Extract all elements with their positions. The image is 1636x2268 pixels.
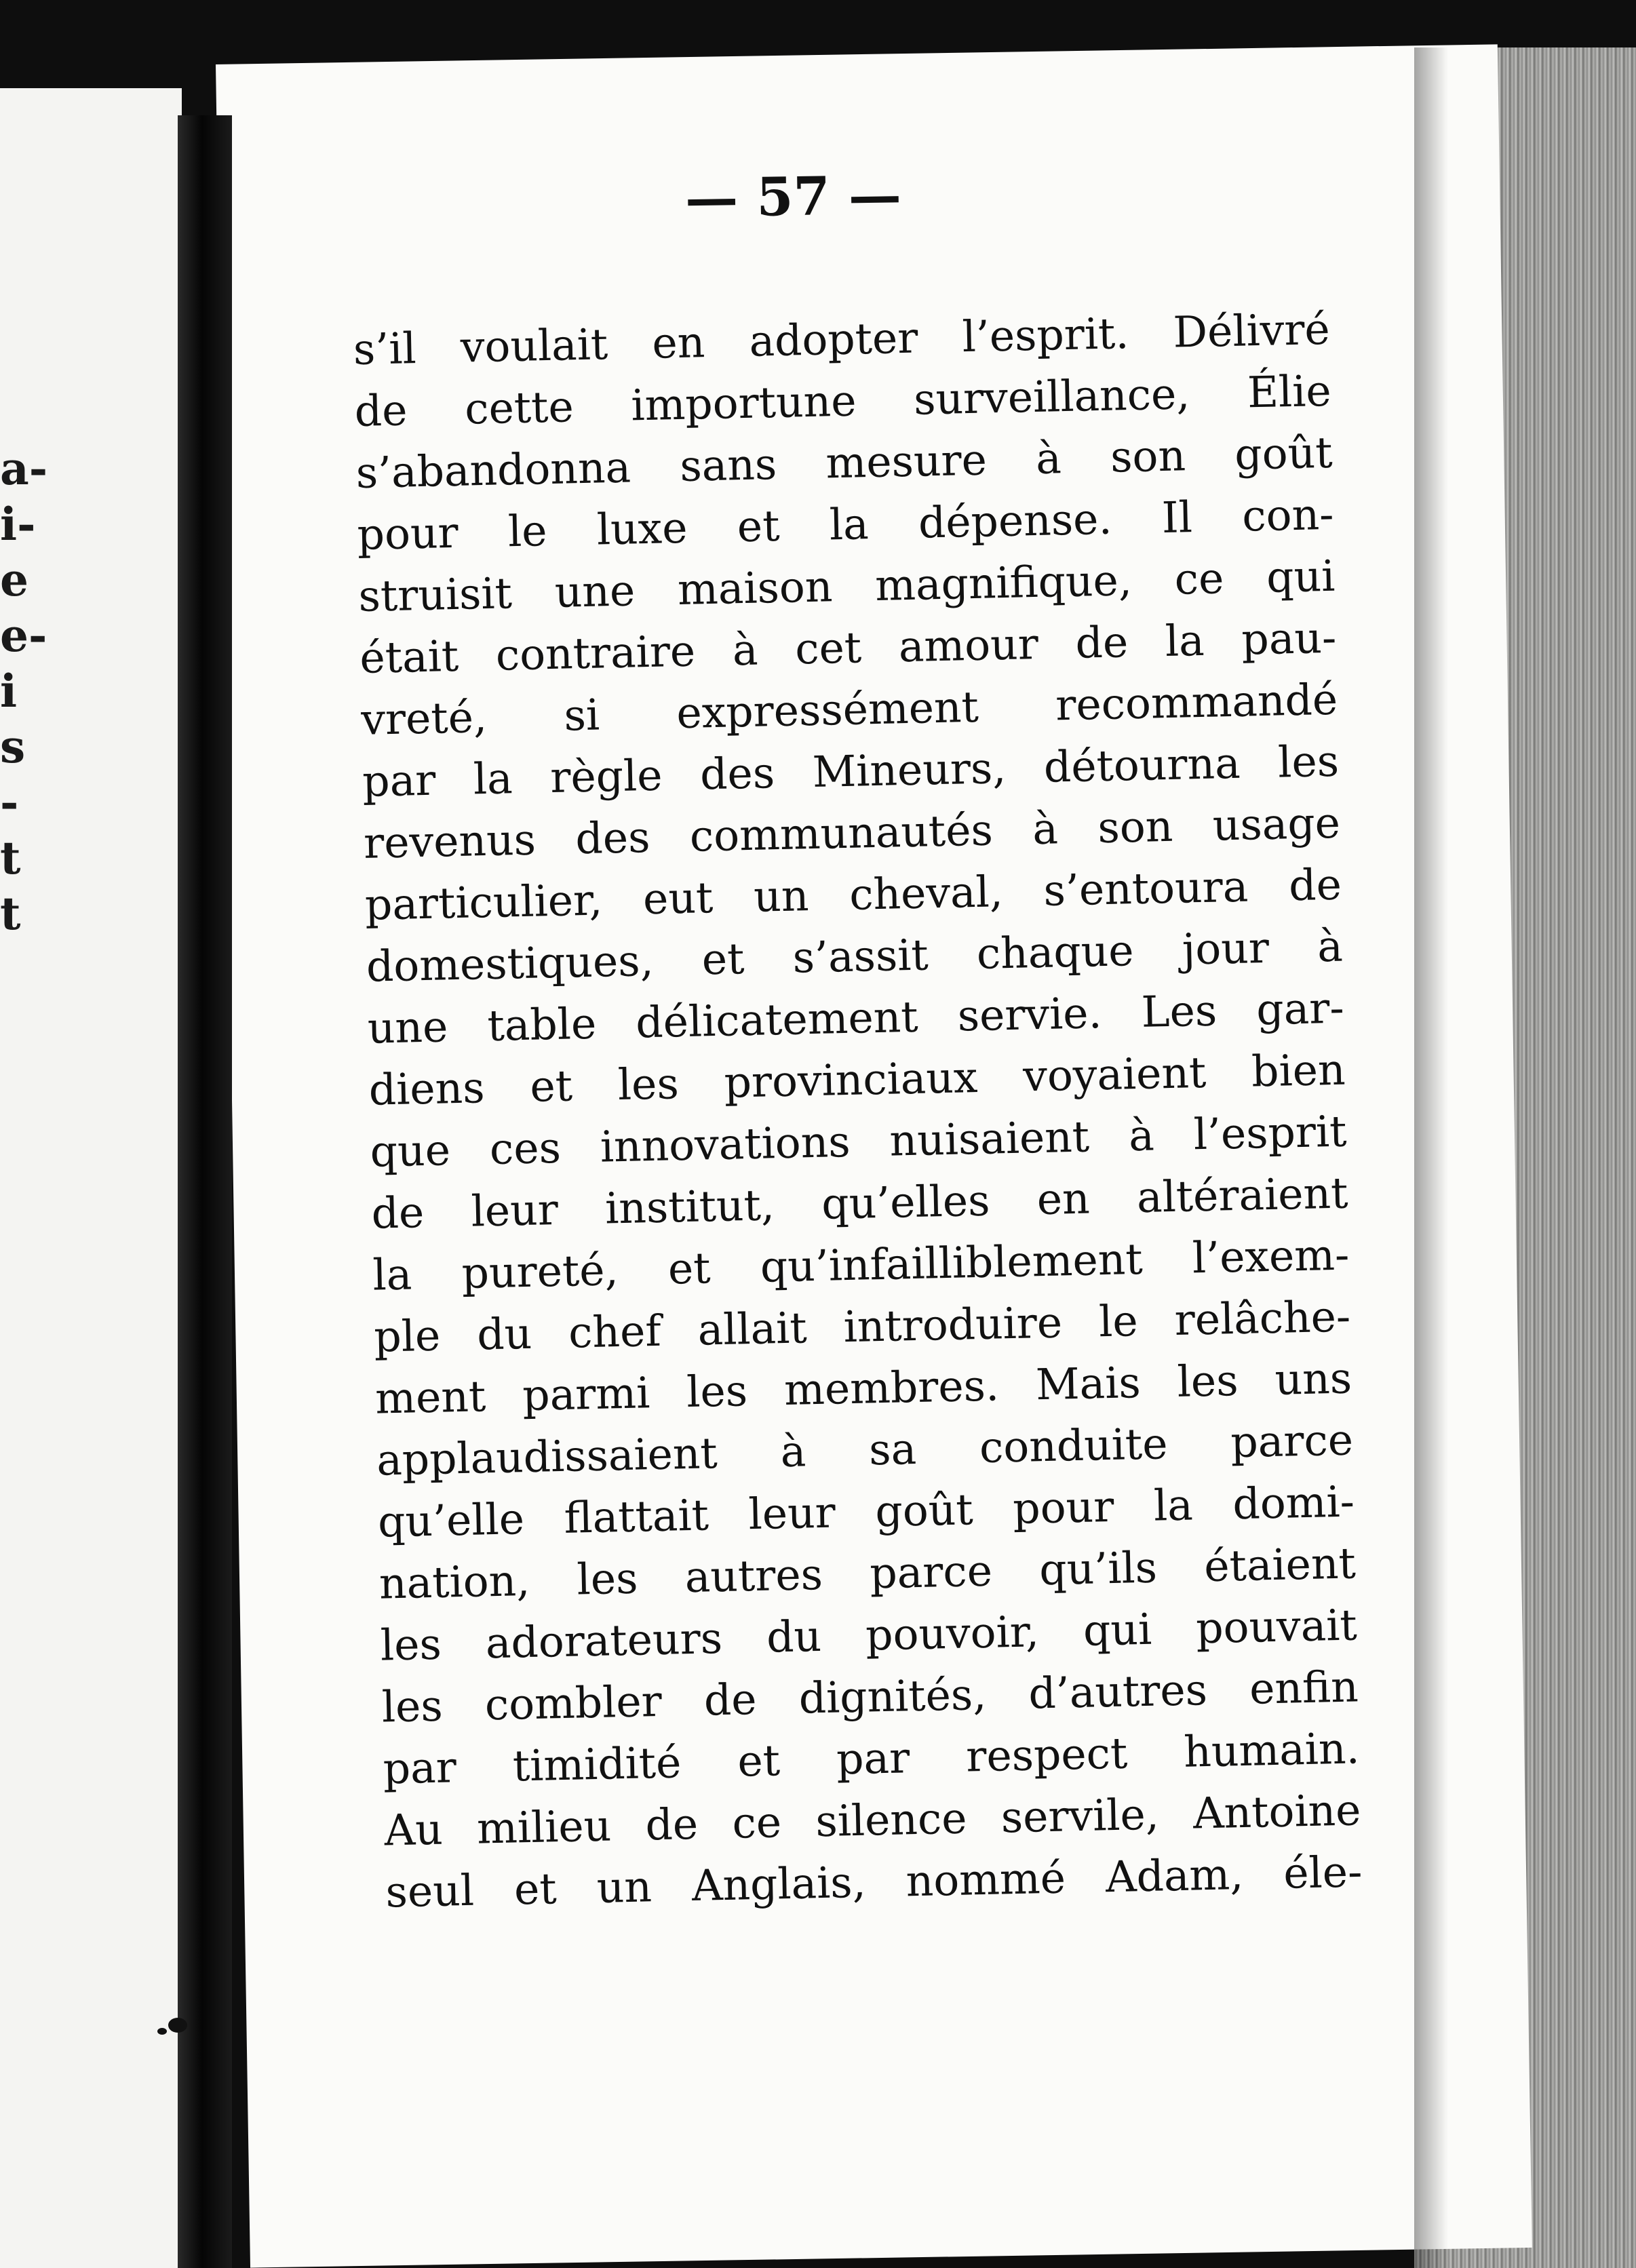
ink-speck — [168, 2018, 187, 2033]
text-line: les adorateurs du pouvoir, qui pouvait — [380, 1600, 1358, 1670]
page-number: — 57 — — [684, 164, 902, 230]
left-fragment: t — [0, 832, 21, 884]
text-line: vreté, si expressément recommandé — [360, 674, 1338, 745]
text-line: les combler de dignités, d’autres enfin — [381, 1662, 1359, 1732]
text-line: la pureté, et qu’infailliblement l’exem- — [372, 1230, 1350, 1300]
left-fragment: a- — [0, 442, 48, 495]
left-fragment: i — [0, 665, 18, 718]
left-fragment: e- — [0, 609, 47, 662]
text-line: par timidité et par respect humain. — [383, 1723, 1361, 1794]
text-line: de cette importune surveillance, Élie — [354, 366, 1332, 436]
text-line: s’il voulait en adopter l’esprit. Délivré — [353, 304, 1331, 374]
text-line: était contraire à cet amour de la pau- — [359, 612, 1337, 683]
left-fragment: e — [0, 553, 28, 606]
page-body-text — [353, 298, 1363, 1923]
text-line: de leur institut, qu’elles en altéraient — [370, 1168, 1349, 1238]
left-fragment: i- — [0, 498, 36, 551]
text-line: s’abandonna sans mesure à son goût — [355, 427, 1333, 498]
text-line: particulier, eut un cheval, s’entoura de — [364, 859, 1342, 930]
left-fragment: - — [0, 776, 19, 829]
text-line: une table délicatement servie. Les gar- — [367, 983, 1345, 1053]
text-line: qu’elle flattait leur goût pour la domi- — [377, 1477, 1355, 1547]
text-line: que ces innovations nuisaient à l’esprit — [369, 1106, 1348, 1177]
ink-speck — [157, 2028, 167, 2035]
text-line: domestiques, et s’assit chaque jour à — [366, 921, 1344, 992]
text-line: seul et un Anglais, nommé Adam, éle- — [385, 1847, 1363, 1917]
text-line: pour le luxe et la dépense. Il con- — [356, 489, 1335, 560]
text-line: diens et les provinciaux voyaient bien — [368, 1044, 1346, 1115]
book-gutter — [178, 115, 232, 2268]
text-line: revenus des communautés à son usage — [363, 798, 1341, 868]
left-facing-page — [0, 88, 182, 2268]
text-line: Au milieu de ce silence servile, Antoine — [383, 1785, 1362, 1856]
left-fragment: s — [0, 720, 26, 773]
text-line: struisit une maison magnifique, ce qui — [357, 551, 1336, 621]
left-fragment: t — [0, 887, 21, 940]
page-edge-shadow — [1414, 47, 1448, 2268]
text-line: ment parmi les membres. Mais les uns — [374, 1353, 1352, 1424]
text-line: applaudissaient à sa conduite parce — [376, 1415, 1354, 1485]
text-line: nation, les autres parce qu’ils étaient — [378, 1538, 1357, 1609]
text-line: ple du chef allait introduire le relâche- — [373, 1291, 1351, 1362]
left-page-text-fragments — [0, 441, 81, 941]
text-line: par la règle des Mineurs, détourna les — [362, 736, 1340, 806]
